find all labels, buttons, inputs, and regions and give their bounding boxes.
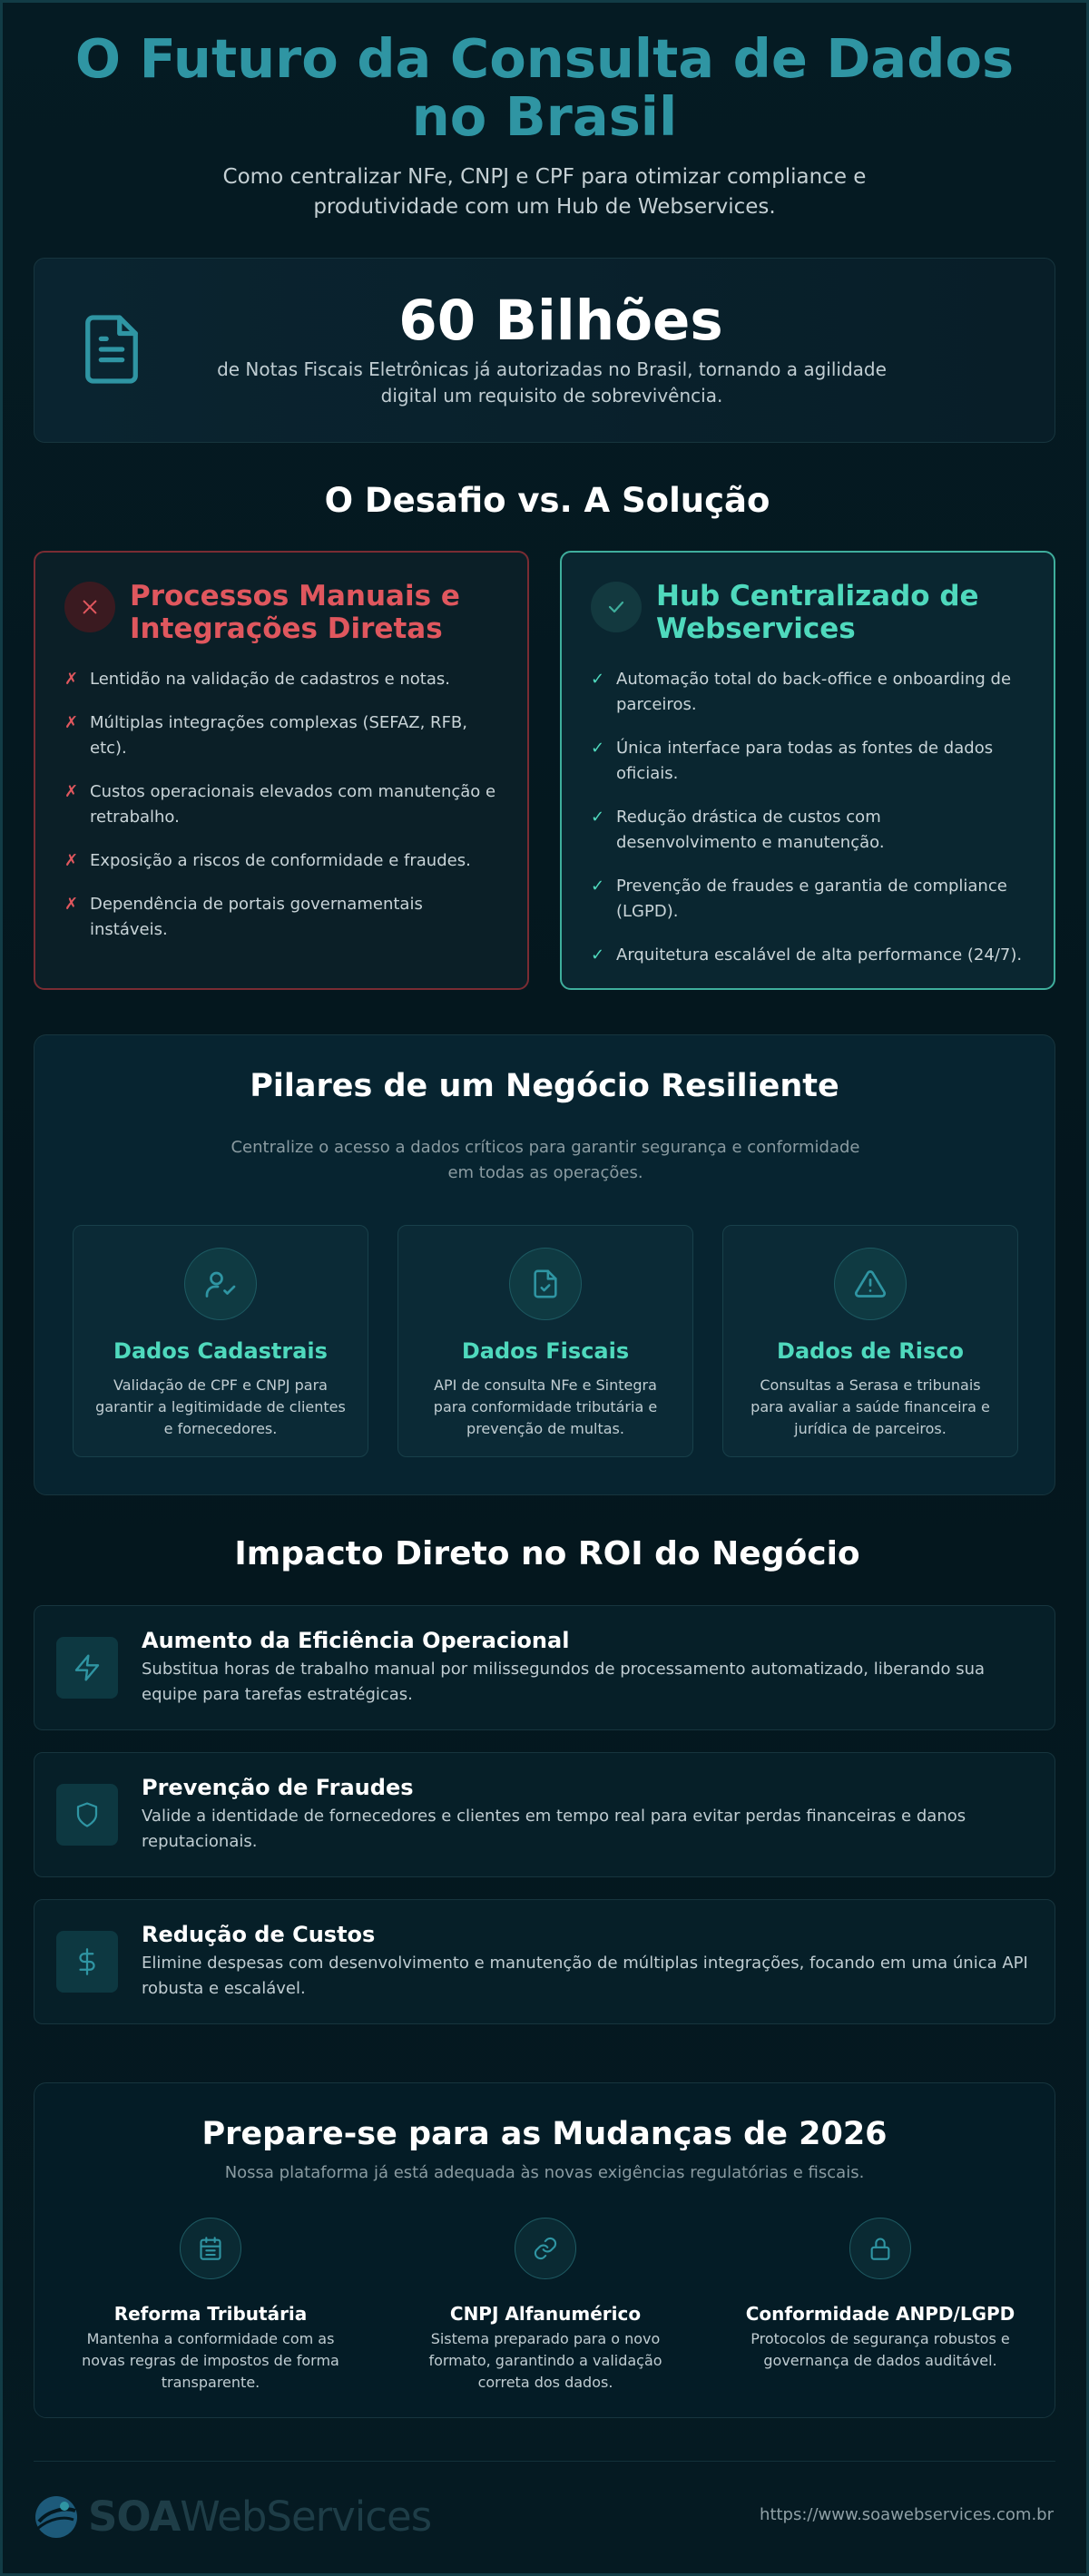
prepare-item	[726, 2218, 1035, 2372]
stat-value: 60 Bilhões	[398, 289, 723, 353]
roi-card	[34, 1752, 1055, 1877]
list-item: ✓ Automação total do back-office e onboarding de parceiros.	[591, 667, 1025, 718]
prepare-subtitle: Nossa plataforma já está adequada às novas exigências regulatórias e fiscais.	[224, 2163, 865, 2182]
hero	[3, 3, 1086, 222]
problem-list	[64, 667, 498, 943]
calendar-icon	[180, 2218, 241, 2279]
check-mark-icon: ✓	[591, 877, 605, 896]
problem-title: Processos Manuais e Integrações Diretas	[130, 580, 460, 645]
prepare-section	[34, 2082, 1055, 2418]
link-icon	[515, 2218, 576, 2279]
dollar-icon	[56, 1931, 118, 1993]
pillar-card	[722, 1225, 1018, 1457]
x-mark-icon: ✗	[64, 713, 79, 732]
lightning-icon	[56, 1637, 118, 1699]
pillars-title: Pilares de um Negócio Resiliente	[250, 1068, 839, 1104]
x-mark-icon: ✗	[64, 670, 79, 689]
challenge-title: O Desafio vs. A Solução	[324, 481, 770, 520]
prepare-item-title: CNPJ Alfanumérico	[449, 2303, 642, 2325]
alert-triangle-icon	[834, 1248, 907, 1320]
pillar-card	[73, 1225, 368, 1457]
pillar-title: Dados de Risco	[777, 1338, 964, 1364]
pillar-title: Dados Fiscais	[461, 1338, 630, 1364]
company-logo[interactable]	[34, 2492, 431, 2542]
pillar-text: Validação de CPF e CNPJ para garantir a legitimidade de clientes e fornecedores.	[95, 1376, 346, 1437]
shield-icon	[56, 1784, 118, 1846]
pillar-card	[397, 1225, 693, 1457]
solution-card	[560, 551, 1055, 990]
list-item: ✗ Dependência de portais governamentais instáveis.	[64, 892, 498, 943]
roi-card	[34, 1605, 1055, 1730]
list-item: ✓ Única interface para todas as fontes de dados oficiais.	[591, 736, 1025, 787]
roi-item-text: Elimine despesas com desenvolvimento e manutenção de múltiplas integrações, focando em uma única API robusta e escalável.	[142, 1954, 1028, 1998]
list-item: ✓ Prevenção de fraudes e garantia de compliance (LGPD).	[591, 874, 1025, 925]
prepare-item-title: Conformidade ANPD/LGPD	[745, 2303, 1015, 2325]
close-icon	[64, 582, 115, 632]
list-item: ✗ Múltiplas integrações complexas (SEFAZ, RFB, etc).	[64, 710, 498, 761]
x-mark-icon: ✗	[64, 895, 79, 914]
problem-card	[34, 551, 529, 990]
lock-icon	[849, 2218, 911, 2279]
prepare-item-text: Sistema preparado para o novo formato, garantindo a validação correta dos dados.	[428, 2330, 662, 2391]
roi-item-title: Prevenção de Fraudes	[142, 1775, 414, 1800]
roi-item-text: Substitua horas de trabalho manual por milissegundos de processamento automatizado, liberando sua equipe para tarefas estratégicas.	[142, 1660, 986, 1704]
logo-text-bold: SOA	[88, 2493, 181, 2541]
check-icon	[591, 582, 642, 632]
roi-card	[34, 1899, 1055, 2024]
prepare-title: Prepare-se para as Mudanças de 2026	[201, 2116, 888, 2152]
x-mark-icon: ✗	[64, 782, 79, 801]
prepare-item	[56, 2218, 365, 2394]
check-mark-icon: ✓	[591, 808, 605, 827]
roi-item-title: Aumento da Eficiência Operacional	[142, 1628, 570, 1653]
roi-item-title: Redução de Custos	[142, 1922, 376, 1947]
website-link[interactable]: https://www.soawebservices.com.br	[760, 2505, 1054, 2524]
list-item: ✓ Arquitetura escalável de alta performance (24/7).	[591, 943, 1025, 968]
list-item: ✗ Exposição a riscos de conformidade e fraudes.	[64, 848, 498, 874]
check-mark-icon: ✓	[591, 670, 605, 689]
stat-card	[34, 258, 1055, 443]
roi-item-text: Valide a identidade de fornecedores e clientes em tempo real para evitar perdas financeiras e danos reputacionais.	[142, 1807, 966, 1851]
page-title: O Futuro da Consulta de Dados no Brasil	[74, 27, 1015, 148]
solution-list	[591, 667, 1025, 968]
check-mark-icon: ✓	[591, 739, 605, 758]
prepare-item	[391, 2218, 700, 2394]
list-item: ✗ Lentidão na validação de cadastros e notas.	[64, 667, 498, 692]
check-mark-icon: ✓	[591, 945, 605, 965]
x-mark-icon: ✗	[64, 851, 79, 870]
user-check-icon	[184, 1248, 257, 1320]
list-item: ✓ Redução drástica de custos com desenvolvimento e manutenção.	[591, 805, 1025, 856]
pillars-section	[34, 1034, 1055, 1495]
prepare-item-text: Mantenha a conformidade com as novas regras de impostos de forma transparente.	[82, 2330, 339, 2391]
list-item: ✗ Custos operacionais elevados com manutenção e retrabalho.	[64, 779, 498, 830]
pillar-text: Consultas a Serasa e tribunais para avaliar a saúde financeira e jurídica de parceiros.	[751, 1376, 990, 1437]
stat-description: de Notas Fiscais Eletrônicas já autorizadas no Brasil, tornando a agilidade digital um requisito de sobrevivência.	[217, 358, 887, 406]
prepare-item-text: Protocolos de segurança robustos e governança de dados auditável.	[751, 2330, 1010, 2369]
prepare-item-title: Reforma Tributária	[113, 2303, 308, 2325]
document-icon	[80, 311, 143, 387]
solution-title: Hub Centralizado de Webservices	[656, 580, 979, 645]
footer-divider	[34, 2461, 1055, 2462]
page-subtitle: Como centralizar NFe, CNPJ e CPF para otimizar compliance e produtividade com um Hub de Webservices.	[222, 165, 867, 219]
roi-title: Impacto Direto no ROI do Negócio	[234, 1535, 860, 1572]
pillar-text: API de consulta NFe e Sintegra para conformidade tributária e prevenção de multas.	[433, 1376, 658, 1437]
logo-icon	[34, 2494, 79, 2540]
pillar-title: Dados Cadastrais	[113, 1338, 328, 1364]
pillars-subtitle: Centralize o acesso a dados críticos para garantir segurança e conformidade em todas as operações.	[231, 1138, 860, 1182]
file-check-icon	[509, 1248, 582, 1320]
logo-text-light: WebServices	[180, 2493, 432, 2541]
